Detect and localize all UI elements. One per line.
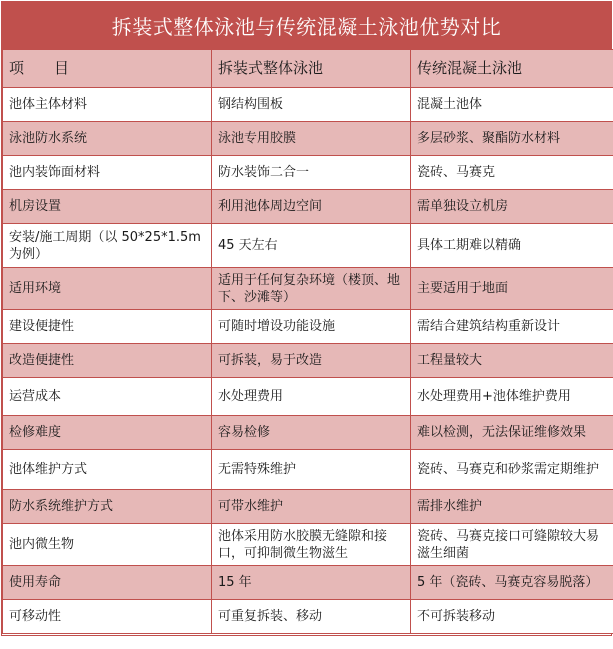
row-traditional: 瓷砖、马赛克和砂浆需定期维护	[411, 450, 613, 490]
table-row	[3, 88, 613, 122]
row-traditional: 瓷砖、马赛克接口可缝隙较大易滋生细菌	[411, 524, 613, 566]
row-assembled: 泳池专用胶膜	[212, 122, 411, 156]
comparison-table-container	[1, 1, 612, 636]
table-row	[3, 524, 613, 566]
row-assembled: 钢结构围板	[212, 88, 411, 122]
row-traditional: 5 年（瓷砖、马赛克容易脱落）	[411, 566, 613, 600]
row-traditional: 需单独设立机房	[411, 190, 613, 224]
row-traditional: 主要适用于地面	[411, 268, 613, 310]
table-row	[3, 450, 613, 490]
row-traditional: 具体工期难以精确	[411, 224, 613, 268]
row-item: 池内微生物	[3, 524, 212, 566]
table-row	[3, 190, 613, 224]
table-row	[3, 156, 613, 190]
table-row	[3, 566, 613, 600]
table-row	[3, 378, 613, 416]
table-row	[3, 416, 613, 450]
comparison-table	[2, 49, 613, 634]
table-row	[3, 122, 613, 156]
table-row	[3, 268, 613, 310]
row-item: 安装/施工周期（以 50*25*1.5m为例）	[3, 224, 212, 268]
row-traditional: 混凝土池体	[411, 88, 613, 122]
row-traditional: 多层砂浆、聚酯防水材料	[411, 122, 613, 156]
row-item: 使用寿命	[3, 566, 212, 600]
row-assembled: 可带水维护	[212, 490, 411, 524]
row-assembled: 适用于任何复杂环境（楼顶、地下、沙滩等）	[212, 268, 411, 310]
table-title: 拆装式整体泳池与传统混凝土泳池优势对比	[2, 2, 611, 49]
row-traditional: 需结合建筑结构重新设计	[411, 310, 613, 344]
header-assembled-pool: 拆装式整体泳池	[212, 50, 411, 88]
row-assembled: 防水装饰二合一	[212, 156, 411, 190]
row-item: 机房设置	[3, 190, 212, 224]
table-row	[3, 344, 613, 378]
table-row	[3, 600, 613, 634]
table-row	[3, 224, 613, 268]
row-traditional: 需排水维护	[411, 490, 613, 524]
row-assembled: 可重复拆装、移动	[212, 600, 411, 634]
row-assembled: 45 天左右	[212, 224, 411, 268]
row-traditional: 瓷砖、马赛克	[411, 156, 613, 190]
row-assembled: 无需特殊维护	[212, 450, 411, 490]
row-item: 池体主体材料	[3, 88, 212, 122]
table-row	[3, 490, 613, 524]
row-item: 改造便捷性	[3, 344, 212, 378]
row-traditional: 难以检测，无法保证维修效果	[411, 416, 613, 450]
row-assembled: 容易检修	[212, 416, 411, 450]
row-item: 建设便捷性	[3, 310, 212, 344]
table-header-row	[3, 50, 613, 88]
row-item: 运营成本	[3, 378, 212, 416]
row-traditional: 不可拆装移动	[411, 600, 613, 634]
row-item: 检修难度	[3, 416, 212, 450]
row-item: 泳池防水系统	[3, 122, 212, 156]
row-item: 可移动性	[3, 600, 212, 634]
row-item: 池内装饰面材料	[3, 156, 212, 190]
row-item: 防水系统维护方式	[3, 490, 212, 524]
table-row	[3, 310, 613, 344]
row-item: 适用环境	[3, 268, 212, 310]
row-assembled: 可随时增设功能设施	[212, 310, 411, 344]
row-assembled: 水处理费用	[212, 378, 411, 416]
row-assembled: 利用池体周边空间	[212, 190, 411, 224]
row-assembled: 15 年	[212, 566, 411, 600]
row-traditional: 工程量较大	[411, 344, 613, 378]
header-traditional-pool: 传统混凝土泳池	[411, 50, 613, 88]
header-item: 项 目	[3, 50, 212, 88]
row-item: 池体维护方式	[3, 450, 212, 490]
row-assembled: 可拆装，易于改造	[212, 344, 411, 378]
row-traditional: 水处理费用+池体维护费用	[411, 378, 613, 416]
row-assembled: 池体采用防水胶膜无缝隙和接口，可抑制微生物滋生	[212, 524, 411, 566]
